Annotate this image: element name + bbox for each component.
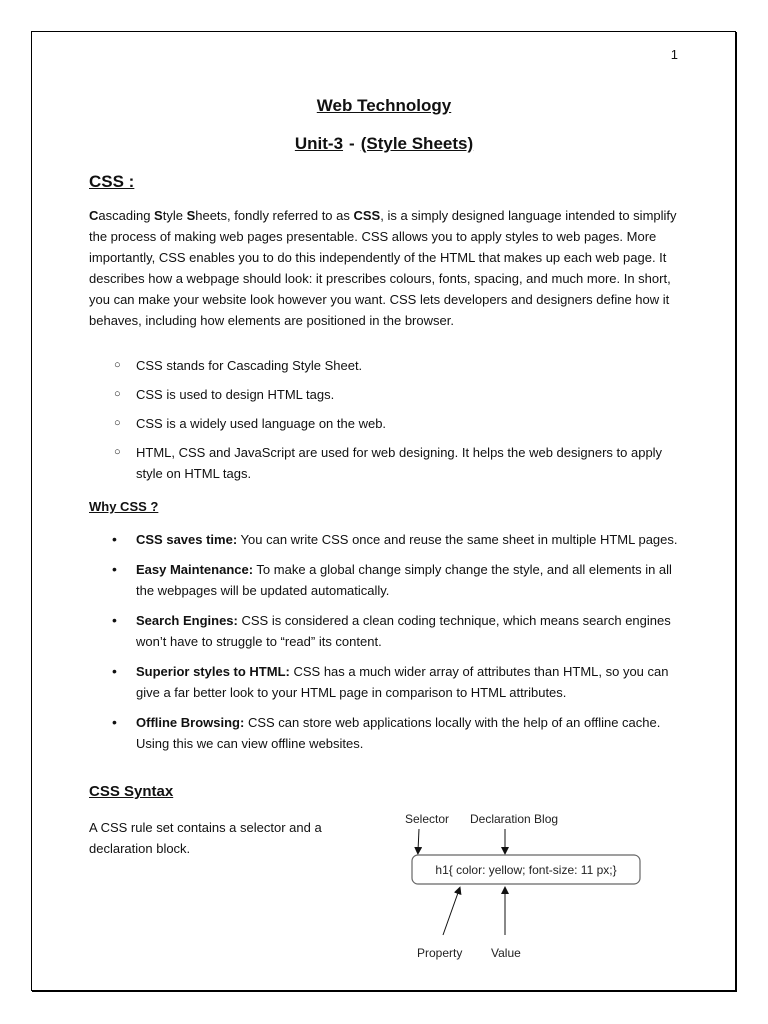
- list-item: [89, 712, 685, 754]
- property-arrow: [443, 890, 459, 935]
- css-syntax-text: A CSS rule set contains a selector and a declaration block.: [89, 820, 322, 856]
- list-item-text: You can write CSS once and reuse the same sheet in multiple HTML pages.: [237, 532, 678, 547]
- disc-bullet-icon: •: [112, 612, 117, 628]
- list-item: [89, 529, 685, 550]
- disc-bullet-icon: •: [112, 561, 117, 577]
- css-intro-paragraph: [89, 205, 679, 331]
- unit-title: [0, 134, 768, 154]
- list-item-term: Superior styles to HTML:: [136, 664, 290, 679]
- intro-css-bold: CSS: [353, 208, 381, 223]
- list-item-text: CSS is a widely used language on the web.: [136, 416, 387, 431]
- intro-text: ascading: [98, 208, 155, 223]
- list-item: [89, 413, 679, 434]
- document-title: Web Technology: [316, 96, 452, 115]
- intro-initial-c: C: [89, 208, 99, 223]
- list-item-term: Search Engines:: [136, 613, 238, 628]
- unit-label: Unit-3: [294, 134, 344, 153]
- css-heading: CSS :: [89, 172, 135, 191]
- list-item-term: CSS saves time:: [136, 532, 238, 547]
- circle-bullet-icon: ○: [114, 446, 121, 458]
- list-item-text: CSS has a much wider array of attributes than HTML, so you can give a far better look to your HTML page in comparison to HTML attributes.: [136, 664, 669, 700]
- title-separator: -: [349, 134, 355, 153]
- value-label: Value: [491, 946, 521, 960]
- why-css-heading: Why CSS ?: [89, 499, 159, 514]
- list-item-text: To make a global change simply change the style, and all elements in all the webpages will be updated automatically.: [136, 562, 672, 598]
- disc-bullet-icon: •: [112, 663, 117, 679]
- disc-bullet-icon: •: [112, 714, 117, 730]
- disc-bullet-icon: •: [112, 531, 117, 547]
- intro-text: tyle: [162, 208, 187, 223]
- list-item-text: CSS is considered a clean coding technique, which means search engines won’t have to struggle to “read” its content.: [136, 613, 671, 649]
- list-item-text: CSS stands for Cascading Style Sheet.: [136, 358, 363, 373]
- css-facts-list: [89, 355, 679, 492]
- why-css-list: [89, 529, 685, 763]
- css-syntax-heading: CSS Syntax: [89, 783, 174, 800]
- list-item-text: HTML, CSS and JavaScript are used for web designing. It helps the web designers to apply style on HTML tags.: [136, 445, 663, 481]
- circle-bullet-icon: ○: [114, 388, 121, 400]
- list-item: [89, 355, 679, 376]
- property-label: Property: [417, 946, 463, 960]
- list-item: [89, 384, 679, 405]
- circle-bullet-icon: ○: [114, 417, 121, 429]
- code-sample: h1{ color: yellow; font-size: 11 px;}: [435, 863, 617, 877]
- selector-arrow: [418, 829, 419, 851]
- circle-bullet-icon: ○: [114, 359, 121, 371]
- list-item-term: Offline Browsing:: [136, 715, 245, 730]
- selector-label: Selector: [405, 812, 450, 826]
- unit-subtitle: (Style Sheets): [360, 134, 474, 153]
- list-item-text: CSS can store web applications locally with the help of an offline cache. Using this we can view offline websites.: [136, 715, 661, 751]
- list-item-term: Easy Maintenance:: [136, 562, 254, 577]
- css-syntax-diagram: [395, 805, 655, 965]
- intro-text: heets, fondly referred to as: [195, 208, 354, 223]
- declaration-label: Declaration Blog: [470, 812, 559, 826]
- intro-initial-s: S: [154, 208, 163, 223]
- intro-initial-s: S: [186, 208, 196, 223]
- list-item: [89, 610, 685, 652]
- page-number: 1: [670, 47, 678, 62]
- intro-text: , is a simply designed language intended to simplify the process of making web pages presentable. CSS allows you to apply styles to web pages. More importantly, CSS enables you to do this independently of the HTML that makes up each web page. It describes how a webpage should look: it prescribes colours, fonts, spacing, and much more. In short, you can make your website look however you want. CSS lets developers and designers define how it behaves, including how elements are positioned in the browser.: [89, 208, 677, 328]
- list-item: [89, 559, 685, 601]
- list-item: [89, 661, 685, 703]
- list-item: [89, 442, 679, 484]
- list-item-text: CSS is used to design HTML tags.: [136, 387, 335, 402]
